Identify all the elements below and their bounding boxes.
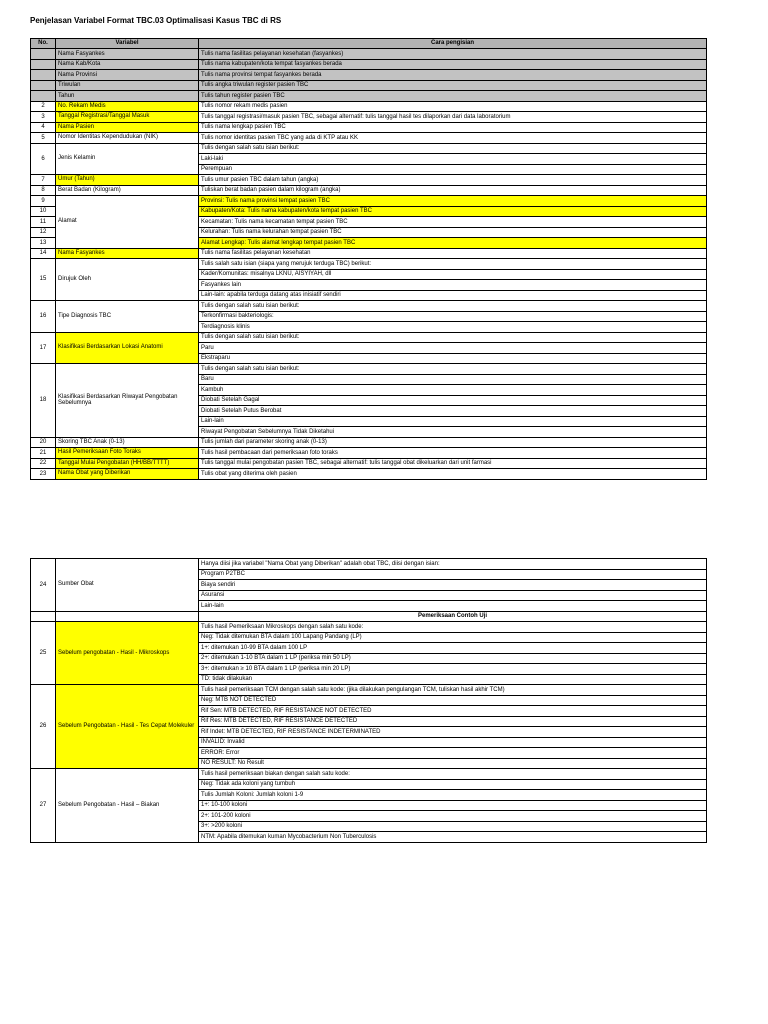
variable-cell <box>56 196 199 249</box>
table-row <box>31 122 707 133</box>
variable-cell <box>56 611 199 622</box>
method-cell: Tulis dengan salah satu isian berikut: <box>199 332 707 343</box>
no-cell: 22 <box>31 458 56 469</box>
method-cell: NTM: Apabila ditemukan kuman Mycobacterium Non Tuberculosis <box>199 832 707 843</box>
table-row <box>31 91 707 102</box>
variable-cell <box>56 448 199 459</box>
variable-label: Sumber Obat <box>58 581 94 588</box>
variable-cell <box>56 622 199 685</box>
method-cell: Tulis angka triwulan register pasien TBC <box>199 80 707 91</box>
method-cell: Kelurahan: Tulis nama kelurahan tempat pasien TBC <box>199 227 707 238</box>
no-cell: 15 <box>31 259 56 301</box>
method-cell: Laki-laki <box>199 154 707 165</box>
method-cell: 1+: 10-100 koloni <box>199 800 707 811</box>
method-cell: INVALID: Invalid <box>199 737 707 748</box>
no-cell: 23 <box>31 469 56 480</box>
variable-cell: Nama Fasyankes <box>56 49 199 60</box>
method-cell: Tulis nama fasilitas pelayanan kesehatan (fasyankes) <box>199 49 707 60</box>
variable-cell <box>56 364 199 438</box>
method-cell: 3+: ditemukan ≥ 10 BTA dalam 1 LP (periksa min 20 LP) <box>199 664 707 675</box>
method-cell: Tulis dengan salah satu isian berikut: <box>199 301 707 312</box>
no-cell: 2 <box>31 101 56 112</box>
method-cell: Diobati Setelah Gagal <box>199 395 707 406</box>
table-row <box>31 196 707 207</box>
table-row <box>31 469 707 480</box>
variable-label: Berat Badan (Kilogram) <box>58 186 121 193</box>
no-cell: 27 <box>31 769 56 843</box>
no-cell: 14 <box>31 248 56 259</box>
method-cell: NO RESULT: No Result <box>199 758 707 769</box>
table-body <box>31 49 707 480</box>
method-cell: Perempuan <box>199 164 707 175</box>
variable-cell <box>56 122 199 133</box>
no-cell: 3 <box>31 112 56 123</box>
method-cell: Ekstraparu <box>199 353 707 364</box>
variable-cell <box>56 185 199 196</box>
no-cell <box>31 49 56 60</box>
method-cell: Tulis dengan salah satu isian berikut: <box>199 364 707 375</box>
method-cell: Program P2TBC <box>199 569 707 580</box>
variable-cell <box>56 101 199 112</box>
method-cell: Kabupaten/Kota: Tulis nama kabupaten/kota tempat pasien TBC <box>199 206 707 217</box>
no-cell <box>31 59 56 70</box>
no-cell <box>31 611 56 622</box>
method-cell: Riwayat Pengobatan Sebelumnya Tidak Diketahui <box>199 427 707 438</box>
variable-label: Tanggal Mulai Pengobatan (HH/BB/TTTT) <box>58 459 170 466</box>
method-cell: Tuliskan berat badan pasien dalam kilogram (angka) <box>199 185 707 196</box>
variable-cell <box>56 437 199 448</box>
variable-cell <box>56 133 199 144</box>
section-row <box>31 611 707 622</box>
variable-label: Tanggal Registrasi/Tanggal Masuk <box>58 113 150 120</box>
table-row <box>31 259 707 270</box>
method-cell: Neg: MTB NOT DETECTED <box>199 695 707 706</box>
no-cell: 24 <box>31 559 56 612</box>
method-cell: Fasyankes lain <box>199 280 707 291</box>
method-cell: Tulis dengan salah satu isian berikut: <box>199 143 707 154</box>
table-row <box>31 70 707 81</box>
table-row <box>31 301 707 312</box>
method-cell: Diobati Setelah Putus Berobat <box>199 406 707 417</box>
variable-label: Sebelum pengobatan - Hasil - Mikroskops <box>58 649 170 656</box>
no-cell: 20 <box>31 437 56 448</box>
no-cell: 25 <box>31 622 56 685</box>
table-row <box>31 143 707 154</box>
variable-cell <box>56 332 199 364</box>
method-cell: Hanya diisi jika variabel "Nama Obat yang Diberikan" adalah obat TBC, diisi dengan isian: <box>199 559 707 570</box>
method-cell: Lain-lain <box>199 601 707 612</box>
table-row <box>31 59 707 70</box>
variable-label: Jenis Kelamin <box>58 155 96 162</box>
table-row <box>31 101 707 112</box>
no-cell <box>31 80 56 91</box>
method-cell: Kecamatan: Tulis nama kecamatan tempat pasien TBC <box>199 217 707 228</box>
table-row <box>31 332 707 343</box>
variable-cell <box>56 458 199 469</box>
no-cell: 26 <box>31 685 56 769</box>
variable-label: Nama Obat yang Diberikan <box>58 470 131 477</box>
variable-cell: Tahun <box>56 91 199 102</box>
variable-label: Nama Pasien <box>58 123 95 130</box>
table-row <box>31 364 707 375</box>
method-cell: Tulis Jumlah Koloni: Jumlah koloni 1-9 <box>199 790 707 801</box>
variable-cell <box>56 559 199 612</box>
no-cell: 21 <box>31 448 56 459</box>
method-cell: Tulis nomor rekam medis pasien <box>199 101 707 112</box>
method-cell: Neg: Tidak ada koloni yang tumbuh <box>199 779 707 790</box>
variable-label: Klasifikasi Berdasarkan Riwayat Pengobatan Sebelumnya <box>58 393 178 407</box>
method-cell: Tulis salah satu isian (siapa yang merujuk terduga TBC) berikut: <box>199 259 707 270</box>
method-cell: Baru <box>199 374 707 385</box>
method-cell: Tulis obat yang diterima oleh pasien <box>199 469 707 480</box>
no-cell: 9 <box>31 196 56 207</box>
method-cell: Lain-lain <box>199 416 707 427</box>
method-cell: 2+: 101-200 koloni <box>199 811 707 822</box>
variable-label: Klasifikasi Berdasarkan Lokasi Anatomi <box>58 344 163 351</box>
variable-cell: Nama Provinsi <box>56 70 199 81</box>
no-cell: 11 <box>31 217 56 228</box>
method-cell: Tulis nama provinsi tempat fasyankes berada <box>199 70 707 81</box>
table-row <box>31 685 707 696</box>
method-cell: Biaya sendiri <box>199 580 707 591</box>
no-cell: 8 <box>31 185 56 196</box>
method-cell: Asuransi <box>199 590 707 601</box>
variable-cell <box>56 685 199 769</box>
method-cell: Tulis hasil pemeriksaan TCM dengan salah satu kode: (jika dilakukan pengulangan TCM, tuliskan hasil akhir TCM) <box>199 685 707 696</box>
table-row <box>31 175 707 186</box>
variable-cell <box>56 259 199 301</box>
variable-label: Umur (Tahun) <box>58 176 95 183</box>
method-cell: TD: tidak dilakukan <box>199 674 707 685</box>
method-cell: 2+: ditemukan 1-10 BTA dalam 1 LP (periksa min 50 LP) <box>199 653 707 664</box>
table-row <box>31 437 707 448</box>
variable-cell: Triwulan <box>56 80 199 91</box>
document-title: Penjelasan Variabel Format TBC.03 Optimalisasi Kasus TBC di RS <box>30 16 282 25</box>
method-cell: Tulis hasil pemeriksaan biakan dengan salah satu kode: <box>199 769 707 780</box>
no-cell: 4 <box>31 122 56 133</box>
variable-table-1 <box>30 38 707 480</box>
table-row <box>31 133 707 144</box>
table-row <box>31 448 707 459</box>
variable-cell <box>56 769 199 843</box>
no-cell: 5 <box>31 133 56 144</box>
variable-label: Hasil Pemeriksaan Foto Toraks <box>58 449 141 456</box>
method-cell: Terdiagnosis klinis <box>199 322 707 333</box>
method-cell: Tulis nama kabupaten/kota tempat fasyankes berada <box>199 59 707 70</box>
table-row <box>31 559 707 570</box>
table-row <box>31 80 707 91</box>
no-cell: 10 <box>31 206 56 217</box>
method-cell: Kader/Komunitas: misalnya LKNU, AISYIYAH, dll <box>199 269 707 280</box>
method-cell: Alamat Lengkap: Tulis alamat lengkap tempat pasien TBC <box>199 238 707 249</box>
table-body <box>31 559 707 843</box>
method-cell: Tulis nama lengkap pasien TBC <box>199 122 707 133</box>
no-cell: 17 <box>31 332 56 364</box>
method-cell: ERROR: Error <box>199 748 707 759</box>
variable-cell <box>56 143 199 175</box>
variable-label: Nomor Identitas Kependudukan (NIK) <box>58 134 159 141</box>
method-cell: 1+: ditemukan 10-99 BTA dalam 100 LP <box>199 643 707 654</box>
header-method: Cara pengisian <box>199 39 707 49</box>
table-row <box>31 248 707 259</box>
method-cell: Tulis nomor identitas pasien TBC yang ada di KTP atau KK <box>199 133 707 144</box>
method-cell: Provinsi: Tulis nama provinsi tempat pasien TBC <box>199 196 707 207</box>
method-cell: Tulis hasil Pemeriksaan Mikroskops dengan salah satu kode: <box>199 622 707 633</box>
method-cell: Rif Res: MTB DETECTED, RIF RESISTANCE DETECTED <box>199 716 707 727</box>
no-cell: 7 <box>31 175 56 186</box>
variable-label: Sebelum Pengobatan - Hasil – Biakan <box>58 801 160 808</box>
table-row <box>31 49 707 60</box>
method-cell: Tulis hasil pembacaan dari pemeriksaan foto toraks <box>199 448 707 459</box>
method-cell: Terkonfirmasi bakteriologis: <box>199 311 707 322</box>
method-cell: Tulis nama fasilitas pelayanan kesehatan <box>199 248 707 259</box>
variable-cell: Nama Kab/Kota <box>56 59 199 70</box>
method-cell: Rif Sen: MTB DETECTED, RIF RESISTANCE NOT DETECTED <box>199 706 707 717</box>
method-cell: Tulis tahun register pasien TBC <box>199 91 707 102</box>
table-row <box>31 185 707 196</box>
method-cell: Tulis tanggal registrasi/masuk pasien TBC, sebagai alternatif: tulis tanggal hasil tes dilaporkan dari data laboratorium <box>199 112 707 123</box>
no-cell: 12 <box>31 227 56 238</box>
variable-table-2 <box>30 558 707 843</box>
method-cell: Neg: Tidak ditemukan BTA dalam 100 Lapang Pandang (LP) <box>199 632 707 643</box>
variable-cell <box>56 175 199 186</box>
no-cell: 13 <box>31 238 56 249</box>
variable-label: Alamat <box>58 218 77 225</box>
method-cell: Rif Indet: MTB DETECTED, RIF RESISTANCE INDETERMINATED <box>199 727 707 738</box>
method-cell: Tulis umur pasien TBC dalam tahun (angka) <box>199 175 707 186</box>
table-row <box>31 112 707 123</box>
variable-label: Skoring TBC Anak (0-13) <box>58 438 125 445</box>
no-cell <box>31 91 56 102</box>
table-header-row <box>31 39 707 49</box>
method-cell: Paru <box>199 343 707 354</box>
table-row <box>31 769 707 780</box>
variable-cell <box>56 469 199 480</box>
method-cell: Tulis tanggal mulai pengobatan pasien TBC, sebagai alternatif: tulis tanggal obat dikeluarkan dari unit farmasi <box>199 458 707 469</box>
variable-cell <box>56 112 199 123</box>
variable-cell <box>56 248 199 259</box>
header-no: No. <box>31 39 56 49</box>
variable-label: No. Rekam Medis <box>58 102 106 109</box>
section-title: Pemeriksaan Contoh Uji <box>199 611 707 622</box>
table-row <box>31 458 707 469</box>
no-cell <box>31 70 56 81</box>
variable-label: Dirujuk Oleh <box>58 276 92 283</box>
variable-label: Tipe Diagnosis TBC <box>58 312 112 319</box>
table-row <box>31 622 707 633</box>
variable-cell <box>56 301 199 333</box>
method-cell: Lain-lain: apabila terduga datang atas inisiatif sendiri <box>199 290 707 301</box>
variable-label: Sebelum Pengobatan - Hasil - Tes Cepat Molekuler <box>58 723 195 730</box>
no-cell: 18 <box>31 364 56 438</box>
method-cell: Tulis jumlah dari parameter skoring anak (0-13) <box>199 437 707 448</box>
variable-label: Nama Fasyankes <box>58 249 105 256</box>
no-cell: 6 <box>31 143 56 175</box>
method-cell: Kambuh <box>199 385 707 396</box>
method-cell: 3+: >200 koloni <box>199 821 707 832</box>
header-variable: Variabel <box>56 39 199 49</box>
no-cell: 16 <box>31 301 56 333</box>
